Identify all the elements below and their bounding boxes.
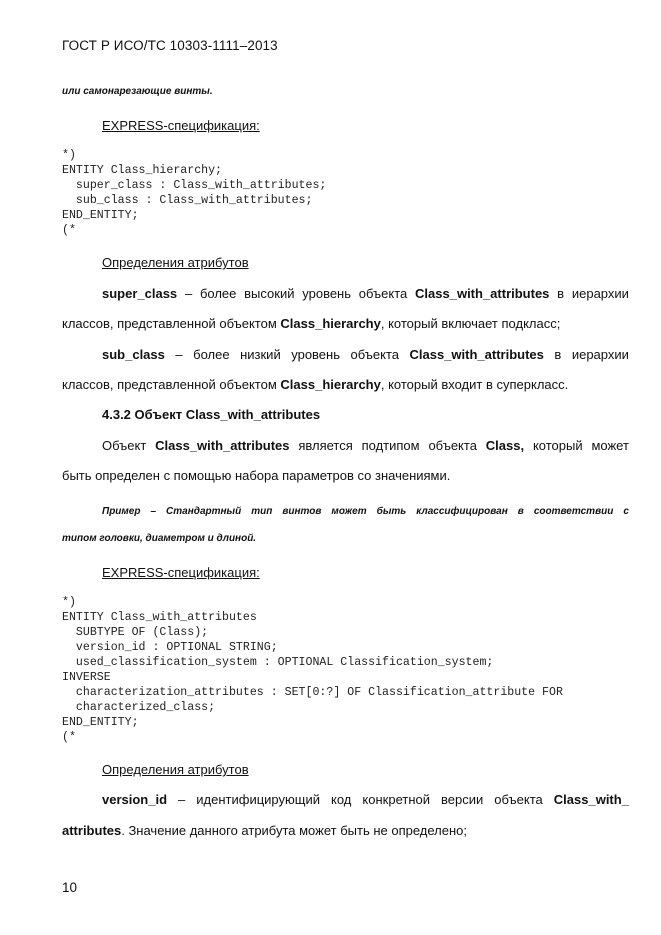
word: быть [376, 506, 407, 517]
term-class: Class, [485, 438, 525, 453]
word: иерархии [571, 347, 629, 362]
class-with-attributes-para-line1 [102, 438, 629, 453]
version-id-definition-line2 [62, 823, 467, 838]
word: уровень [291, 347, 340, 362]
sub-class-definition-line2 [62, 377, 568, 392]
code-line: END_ENTITY; [62, 716, 139, 729]
intro-fragment: или самонарезающие винты. [62, 86, 213, 97]
code-line: SUBTYPE OF (Class); [62, 626, 209, 639]
word: в [554, 347, 562, 362]
word: конкретной [362, 792, 430, 807]
text: классов, представленной объектом [62, 316, 281, 331]
word: – [178, 792, 186, 807]
version-id-definition-line1 [102, 792, 629, 807]
term-version-id: version_id [102, 792, 168, 807]
term-class-with-attributes: Class_with_attributes [409, 347, 544, 362]
express-code-block-2 [62, 595, 563, 745]
term-sub-class: sub_class [102, 347, 165, 362]
term-class-hierarchy: Class_hierarchy [280, 316, 381, 331]
term-super-class: super_class [102, 286, 178, 301]
attr-definitions-heading-2: Определения атрибутов [102, 762, 249, 777]
word: код [331, 792, 352, 807]
code-line: sub_class : Class_with_attributes; [62, 194, 313, 207]
word: уровень [302, 286, 352, 301]
word: классифицирован [416, 506, 508, 517]
term-class-with: Class_with_ [553, 792, 629, 807]
word: – [184, 286, 193, 301]
word: – [175, 347, 183, 362]
word: может [591, 438, 629, 453]
code-line: *) [62, 149, 76, 162]
super-class-definition-line1 [102, 286, 629, 301]
word: винтов [282, 506, 322, 517]
code-line: characterization_attributes : SET[0:?] OF Classification_attribute FOR [62, 686, 563, 699]
text: , который включает подкласс; [380, 316, 561, 331]
attr-definitions-heading-1: Определения атрибутов [102, 255, 249, 270]
code-line: INVERSE [62, 671, 111, 684]
term-class-with-attributes: Class_with_attributes [155, 438, 290, 453]
express-spec-label-1: EXPRESS-спецификация: [102, 118, 260, 133]
sub-class-definition-line1 [102, 347, 629, 362]
code-line: ENTITY Class_with_attributes [62, 611, 257, 624]
example-line1 [102, 506, 629, 517]
word: идентифицирующий [196, 792, 320, 807]
code-line: version_id : OPTIONAL STRING; [62, 641, 278, 654]
word: Объект [102, 438, 147, 453]
text: . Значение данного атрибута может быть не определено; [121, 823, 468, 838]
word: более [193, 347, 230, 362]
word: высокий [244, 286, 295, 301]
express-code-block-1 [62, 148, 326, 238]
word: Пример [102, 506, 141, 517]
express-spec-label-2: EXPRESS-спецификация: [102, 565, 260, 580]
word: более [199, 286, 237, 301]
word: тип [251, 506, 273, 517]
word: иерархии [571, 286, 629, 301]
word: объекта [494, 792, 543, 807]
text: классов, представленной объектом [62, 377, 281, 392]
word: объекта [350, 347, 399, 362]
word: соответствии [533, 506, 614, 517]
code-line: characterized_class; [62, 701, 216, 714]
word: может [331, 506, 367, 517]
code-line: used_classification_system : OPTIONAL Classification_system; [62, 656, 494, 669]
word: Стандартный [166, 506, 242, 517]
page-number: 10 [62, 880, 78, 895]
term-class-with-attributes: Class_with_attributes [415, 286, 550, 301]
super-class-definition-line2 [62, 316, 560, 331]
word: с [623, 506, 629, 517]
word: версии [441, 792, 484, 807]
document-header: ГОСТ Р ИСО/ТС 10303-1111–2013 [62, 38, 278, 53]
code-line: *) [62, 596, 76, 609]
example-line2: типом головки, диаметром и длиной. [62, 533, 257, 544]
word: подтипом [361, 438, 420, 453]
word: объекта [358, 286, 408, 301]
word: является [298, 438, 353, 453]
section-heading-4-3-2: 4.3.2 Объект Class_with_attributes [102, 407, 321, 422]
word: низкий [240, 347, 281, 362]
text: , который входит в суперкласс. [380, 377, 569, 392]
code-line: END_ENTITY; [62, 209, 139, 222]
code-line: (* [62, 731, 76, 744]
word: объекта [428, 438, 477, 453]
term-class-hierarchy: Class_hierarchy [280, 377, 381, 392]
class-with-attributes-para-line2: быть определен с помощью набора параметров со значениями. [62, 468, 451, 483]
word: который [532, 438, 583, 453]
word: в [557, 286, 565, 301]
word: – [150, 506, 157, 517]
code-line: ENTITY Class_hierarchy; [62, 164, 223, 177]
term-attributes: attributes [62, 823, 122, 838]
word: в [517, 506, 524, 517]
code-line: (* [62, 224, 76, 237]
code-line: super_class : Class_with_attributes; [62, 179, 327, 192]
